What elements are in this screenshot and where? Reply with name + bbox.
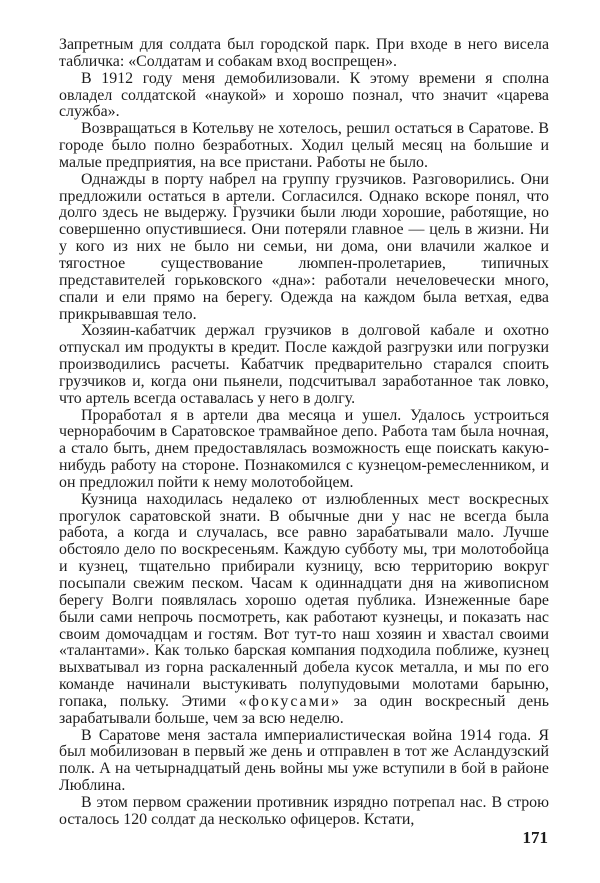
paragraph-5: Хозяин-кабатчик держал грузчиков в долговой кабале и охотно отпускал им продукты в кредит. После каждой разгрузки или погрузки производились расчеты. Кабатчик предварительно старался споить грузчиков и, когда они пьянели, подсчитывал заработанное так ловко, что артель всегда оставалась у него в долгу. bbox=[59, 322, 549, 407]
paragraph-2: В 1912 году меня демобилизовали. К этому времени я сполна овладел солдатской «наукой» и хорошо познал, что значит «царева служба». bbox=[59, 69, 549, 121]
paragraph-7 bbox=[59, 492, 549, 728]
paragraph-6: Проработал я в артели два месяца и ушел. Удалось устроиться чернорабочим в Саратовское трамвайное депо. Работа там была ночная, а стало быть, днем предоставлялась возможность еще поискать какую-нибудь работу на стороне. Познакомился с кузнецом-ремесленником, и он предложил пойти к нему молотобойцем. bbox=[59, 406, 549, 491]
paragraph-9: В этом первом сражении противник изрядно потрепал нас. В строю осталось 120 солдат да несколько офицеров. Кстати, bbox=[59, 793, 549, 828]
paragraph-7-end: за один воскресный день зарабатывали больше, чем за всю неделю. bbox=[59, 692, 549, 727]
paragraph-7-start: Кузница находилась недалеко от излюбленных мест воскресных прогулок саратовской знати. В обычные дни у нас не всегда была работа, а когда и случалась, все равно зарабатывали мало. Лучше обстояло дело по воскресеньям. Каждую субботу мы, три молотобойца и кузнец, тщательно прибирали кузницу, всю территорию вокруг посыпали свежим песком. Часам к одиннадцати дня на живописном берегу Волги появлялась хорошо одетая публика. Изнеженные баре были сами непрочь посмотреть, как работают кузнецы, и показать нас своим домочадцам и гостям. Вот тут-то наш хозяин и хвастал своими «талантами». Как только барская компания подходила поближе, кузнец выхватывал из горна раскаленный добела кусок металла, и мы по его команде начинали выстукивать полупудовыми молотами барыню, гопака, польку. Этими bbox=[59, 490, 549, 710]
paragraph-1: Запретным для солдата был городской парк. При входе в него висела табличка: «Солдатам и собакам вход воспрещен». bbox=[59, 36, 549, 70]
spaced-word: «фокусами» bbox=[238, 692, 342, 710]
body-text bbox=[59, 37, 549, 829]
paragraph-3: Возвращаться в Котельву не хотелось, решил остаться в Саратове. В городе было полно безработных. Ходил целый месяц на большие и малые предприятия, на все пристани. Работы не было. bbox=[59, 120, 549, 171]
page-number: 171 bbox=[522, 828, 548, 847]
paragraph-4: Однажды в порту набрел на группу грузчиков. Разговорились. Они предложили остаться в артели. Согласился. Однако вскоре понял, что долго здесь не выдержу. Грузчики были люди хорошие, работящие, но совершенно опустившиеся. Они потеряли главное — цель в жизни. Ни у кого из них не было ни семьи, ни дома, они влачили жалкое и тягостное существование люмпен-пролетариев, типичных представителей горьковского «дна»: работали нечеловечески много, спали и ели прямо на берегу. Одежда на каждом была ветхая, едва прикрывавшая тело. bbox=[59, 170, 549, 323]
paragraph-8: В Саратове меня застала империалистическая война 1914 года. Я был мобилизован в первый же день и отправлен в тот же Асландузский полк. А на четырнадцатый день войны мы уже вступили в бой в районе Люблина. bbox=[59, 726, 549, 795]
